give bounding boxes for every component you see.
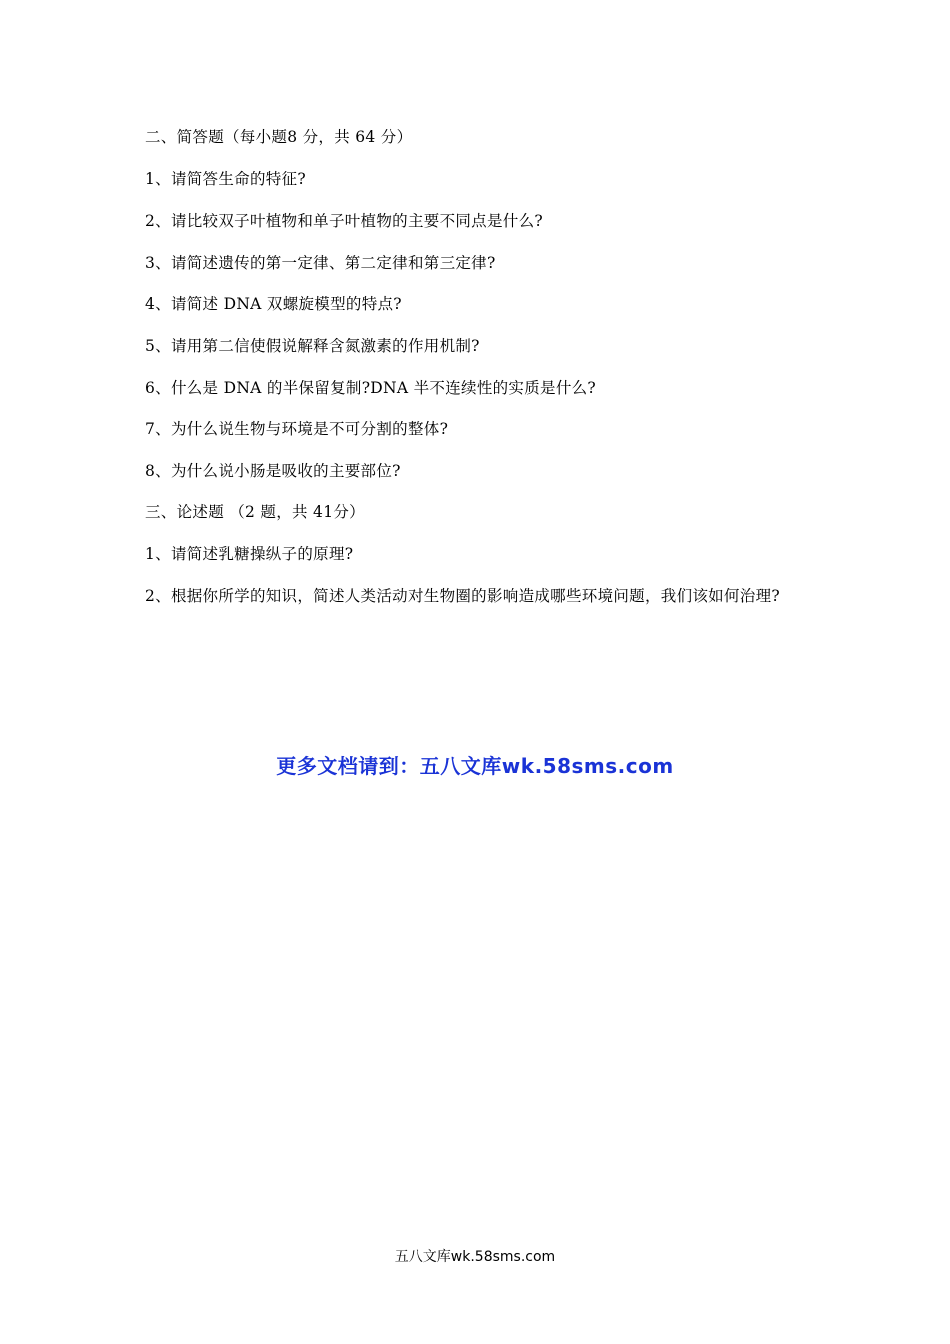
section-2-heading: 二、简答题（每小题8 分，共 64 分）	[145, 128, 413, 146]
question-2-2: 2、请比较双子叶植物和单子叶植物的主要不同点是什么?	[145, 212, 543, 230]
question-2-1: 1、请简答生命的特征?	[145, 170, 306, 188]
question-2-6: 6、什么是 DNA 的半保留复制?DNA 半不连续性的实质是什么?	[145, 379, 597, 397]
promo-link[interactable]: 更多文档请到：五八文库wk.58sms.com	[276, 754, 674, 778]
question-2-8: 8、为什么说小肠是吸收的主要部位?	[145, 462, 401, 480]
page-footer: 五八文库wk.58sms.com	[394, 1249, 556, 1265]
question-2-4: 4、请简述 DNA 双螺旋模型的特点?	[145, 295, 402, 313]
question-2-7: 7、为什么说生物与环境是不可分割的整体?	[145, 420, 449, 438]
question-3-2: 2、根据你所学的知识，简述人类活动对生物圈的影响造成哪些环境问题，我们该如何治理?	[145, 587, 780, 605]
question-3-1: 1、请简述乳糖操纵子的原理?	[145, 545, 354, 563]
section-3-heading: 三、论述题 （2 题，共 41分）	[145, 503, 365, 521]
question-2-5: 5、请用第二信使假说解释含氮激素的作用机制?	[145, 337, 480, 355]
question-2-3: 3、请简述遗传的第一定律、第二定律和第三定律?	[145, 254, 496, 272]
